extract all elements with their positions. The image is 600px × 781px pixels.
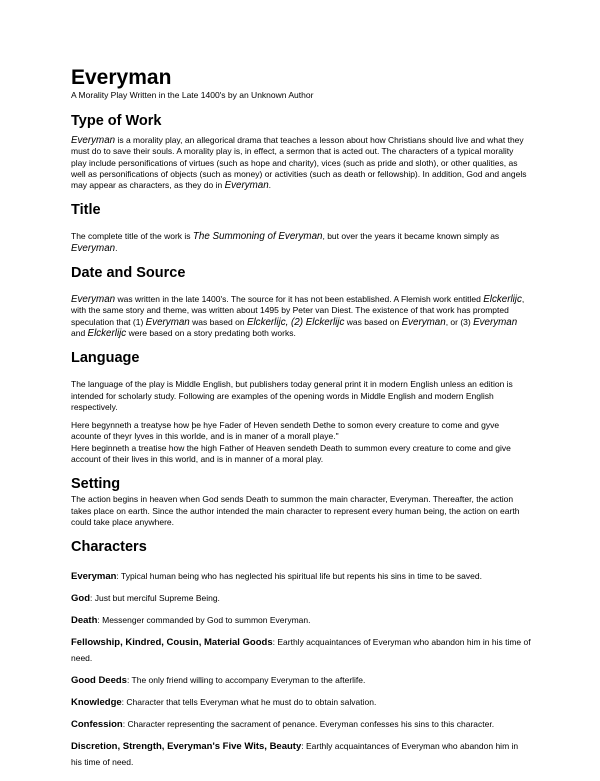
- character-name: God: [71, 593, 90, 605]
- text: .: [268, 180, 272, 191]
- em: Everyman: [145, 316, 190, 328]
- text: The complete title of the work is: [71, 231, 193, 242]
- document-page: [71, 66, 531, 781]
- character-item: [71, 634, 531, 666]
- character-name: Death: [71, 615, 98, 627]
- document-subtitle: A Morality Play Written in the Late 1400's by an Unknown Author: [71, 90, 314, 100]
- heading-title: Title: [71, 202, 101, 219]
- text: , or (3): [445, 316, 474, 327]
- section-title: [71, 202, 531, 254]
- full-title-em: The Summoning of Everyman: [192, 231, 323, 243]
- paragraph-title: [71, 231, 531, 254]
- em: Elckerlijc: [87, 327, 127, 339]
- heading-characters: Characters: [71, 539, 147, 556]
- em: Everyman: [401, 316, 446, 328]
- short-title-em: Everyman: [71, 242, 116, 254]
- heading-language: Language: [71, 350, 140, 367]
- paragraph-middle-english: Here begynneth a treatyse how þe hye Fader of Heven sendeth Dethe to somon every creature to come and gyve acounte of theyr lyves in this worlde, and is in maner of a morall playe.": [71, 420, 500, 442]
- character-description: : The only friend willing to accompany Everyman to the afterlife.: [126, 675, 366, 686]
- paragraph-date-source: [71, 294, 531, 339]
- section-characters: [71, 539, 531, 770]
- em: Elckerlijc, (2) Elckerlijc: [246, 316, 345, 328]
- em: Everyman: [71, 294, 116, 306]
- character-name: Fellowship, Kindred, Cousin, Material Goods: [71, 637, 273, 649]
- text: , but over the years it became known simply as: [322, 231, 500, 242]
- character-description: : Messenger commanded by God to summon Everyman.: [97, 615, 311, 626]
- character-item: [71, 738, 531, 770]
- character-description: : Typical human being who has neglected his spiritual life but repents his sins in time to be saved.: [116, 571, 482, 582]
- character-description: : Earthly acquaintances of Everyman who abandon him in his time of need.: [71, 637, 531, 664]
- section-date-source: [71, 265, 531, 339]
- character-item: [71, 672, 531, 688]
- character-name: Discretion, Strength, Everyman's Five Wits, Beauty: [71, 741, 302, 753]
- heading-type-of-work: Type of Work: [71, 113, 162, 129]
- character-item: [71, 590, 531, 606]
- character-item: [71, 612, 531, 628]
- work-title-em: Everyman: [71, 135, 116, 146]
- character-name: Confession: [71, 719, 123, 731]
- character-item: [71, 716, 531, 732]
- document-title: Everyman: [71, 66, 172, 89]
- character-name: Everyman: [71, 571, 117, 583]
- em: Elckerlijc: [483, 294, 522, 306]
- character-item: [71, 694, 531, 710]
- character-name: Good Deeds: [71, 675, 127, 687]
- text: was based on: [344, 316, 402, 327]
- paragraph-type-of-work: [71, 135, 531, 191]
- em: Everyman: [473, 316, 518, 328]
- character-description: : Just but merciful Supreme Being.: [90, 593, 220, 604]
- character-description: : Character that tells Everyman what he must do to obtain salvation.: [121, 697, 377, 708]
- section-language: [71, 350, 531, 465]
- text: and: [71, 327, 88, 338]
- character-description: : Character representing the sacrament of penance. Everyman confesses his sins to this character.: [122, 719, 495, 730]
- character-item: [71, 568, 531, 584]
- section-setting: [71, 476, 531, 528]
- paragraph-language-intro: The language of the play is Middle English, but publishers today general print it in modern English unless an edition is intended for scholarly study. Following are examples of the opening words in Middle English and modern English respectively.: [71, 379, 513, 412]
- text: was written in the late 1400's. The source for it has not been established. A Flemish work entitled: [115, 294, 484, 305]
- section-type-of-work: [71, 113, 531, 191]
- work-title-em: Everyman: [224, 180, 269, 192]
- character-list: [71, 568, 531, 770]
- text: , with the same story and theme, was written about 1495 by Peter van Diest. The existence of that work has prompted speculation that (1): [71, 294, 525, 327]
- text: was based on: [189, 316, 247, 327]
- heading-date-source: Date and Source: [71, 265, 186, 282]
- text: .: [115, 242, 118, 253]
- paragraph-modern-english: Here beginneth a treatise how the high Father of Heaven sendeth Death to summon every creature to come and give account of their lives in this world, and is in manner of a moral play.: [71, 442, 511, 465]
- paragraph-setting: The action begins in heaven when God sends Death to summon the main character, Everyman. Thereafter, the action takes place on earth. Since the author intended the main character to represent every human being, the action on earth could take place anywhere.: [71, 494, 520, 527]
- character-name: Knowledge: [71, 697, 122, 709]
- text: were based on a story predating both works.: [126, 327, 296, 338]
- text: is a morality play, an allegorical drama that teaches a lesson about how Christians should live and what they must do to save their souls. A morality play is, in effect, a sermon that is acted out. The characters of a typical morality play include personifications of virtues (such as hope and charity), vices (such as pride and sloth), or other qualities, as well as personifications of objects (such as money) or activities (such as death or fellowship). In addition, God and angels may appear as characters, as they do in: [71, 135, 527, 191]
- heading-setting: Setting: [71, 476, 121, 493]
- character-description: : Earthly acquaintances of Everyman who abandon him in his time of need.: [71, 741, 519, 768]
